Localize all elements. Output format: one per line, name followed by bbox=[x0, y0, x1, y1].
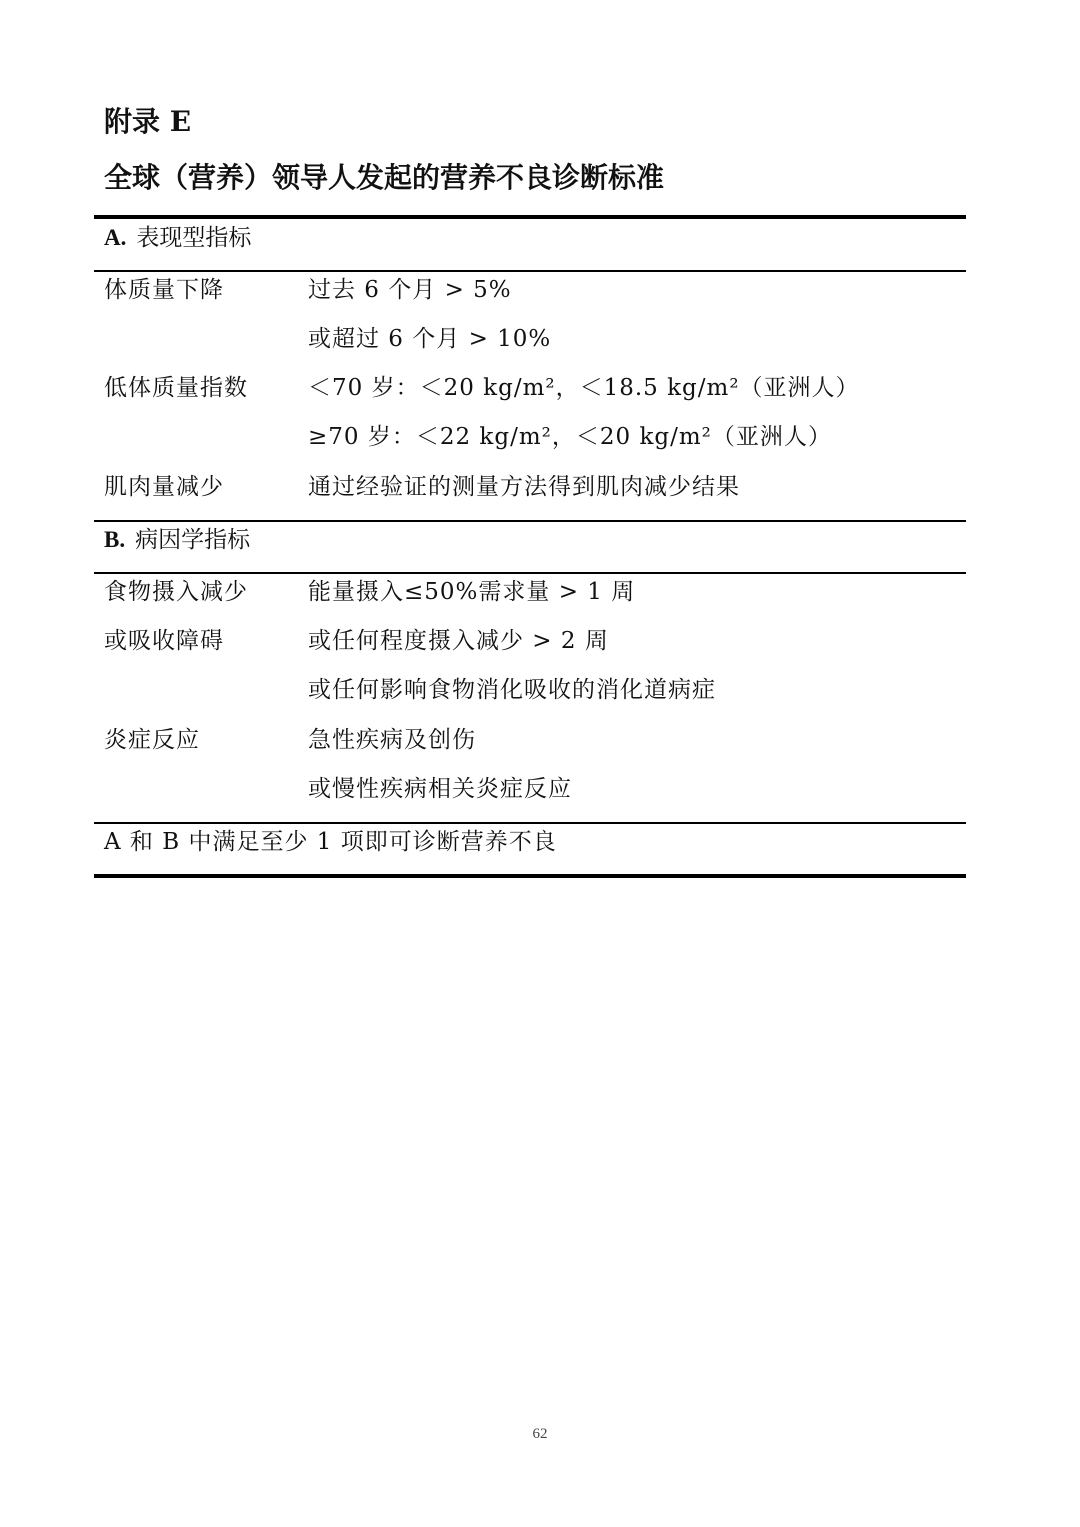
row-label: 肌肉量减少 bbox=[104, 474, 224, 500]
row-value: 过去 6 个月 > 5% bbox=[308, 277, 512, 303]
section-b-heading bbox=[104, 524, 250, 556]
section-a-title: 表现型指标 bbox=[136, 225, 252, 251]
row-value: 能量摄入≤50%需求量 > 1 周 bbox=[308, 579, 636, 605]
row-value: 或任何程度摄入减少 > 2 周 bbox=[308, 628, 609, 654]
row-value: 急性疾病及创伤 bbox=[308, 727, 476, 753]
row-value: 或慢性疾病相关炎症反应 bbox=[308, 776, 572, 802]
page-number: 62 bbox=[532, 1426, 548, 1442]
table-bottom-rule bbox=[94, 874, 966, 878]
section-b-rule bbox=[94, 572, 966, 574]
section-a-rule bbox=[94, 270, 966, 272]
section-a-heading bbox=[104, 222, 251, 254]
row-label: 或吸收障碍 bbox=[104, 628, 224, 654]
footer-rule bbox=[94, 822, 966, 824]
row-value: 或任何影响食物消化吸收的消化道病症 bbox=[308, 677, 716, 703]
row-label: 炎症反应 bbox=[104, 727, 200, 753]
row-label: 低体质量指数 bbox=[104, 375, 248, 401]
row-label: 食物摄入减少 bbox=[104, 579, 248, 605]
section-a-letter: A. bbox=[104, 225, 127, 250]
section-b-title: 病因学指标 bbox=[135, 527, 251, 553]
row-value: 通过经验证的测量方法得到肌肉减少结果 bbox=[308, 474, 740, 500]
row-value: 或超过 6 个月 > 10% bbox=[308, 326, 552, 352]
section-b-letter: B. bbox=[104, 527, 126, 552]
table-top-rule bbox=[94, 215, 966, 219]
row-label: 体质量下降 bbox=[104, 277, 224, 303]
section-b-top-rule bbox=[94, 520, 966, 522]
row-value: ≥70 岁：＜22 kg/m²，＜20 kg/m²（亚洲人） bbox=[308, 424, 832, 450]
table-footer-note: A 和 B 中满足至少 1 项即可诊断营养不良 bbox=[104, 829, 557, 855]
appendix-label: 附录 E bbox=[104, 105, 192, 138]
document-title: 全球（营养）领导人发起的营养不良诊断标准 bbox=[104, 161, 665, 194]
row-value: ＜70 岁：＜20 kg/m²，＜18.5 kg/m²（亚洲人） bbox=[308, 375, 860, 401]
